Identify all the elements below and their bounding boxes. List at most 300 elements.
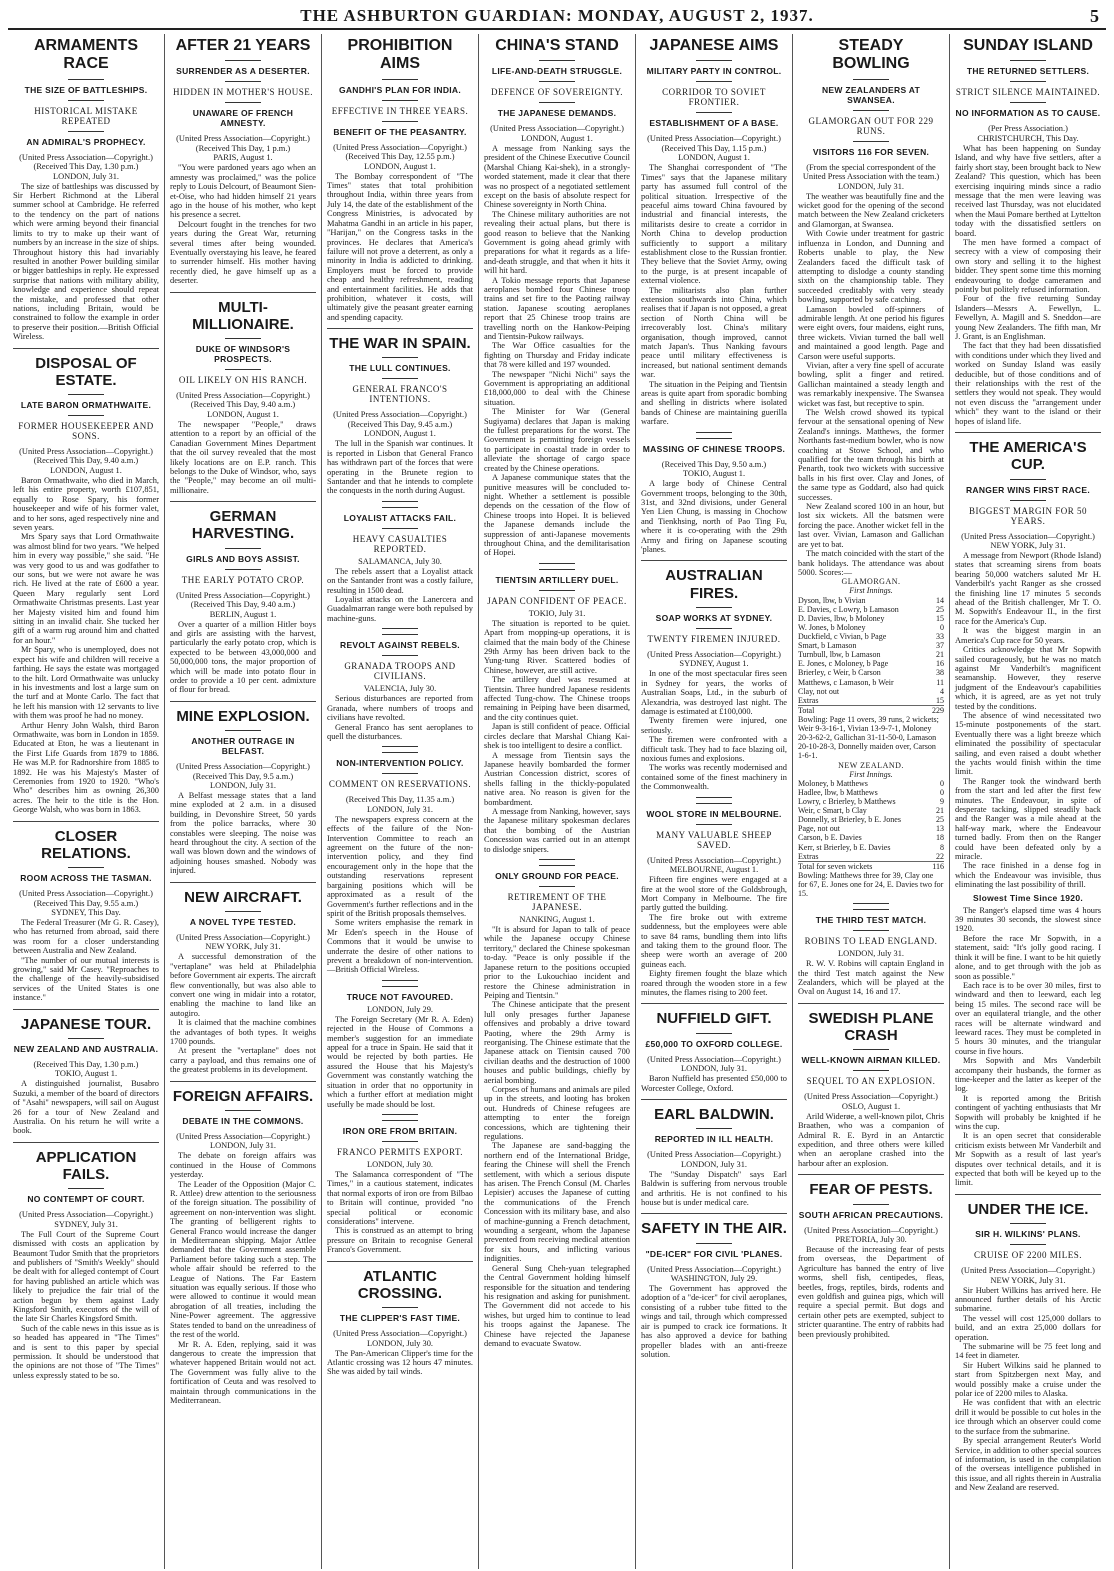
article-headline: SWEDISH PLANE CRASH (808, 1009, 934, 1045)
divider-rule (382, 100, 418, 101)
batsman: D. Davies, lbw, b Moloney (798, 613, 885, 623)
paragraph: Because of the increasing fear of pests from overseas, the Department of Agriculture has banned the entry of live worms, shell fish, centipedes, fleas, beetles, frogs, reptiles, birds, rodents and even goldfish and guinea pigs, which will require a special permit. But dogs and certain other pets are exempted, subject to stricter quarantine. The entry of rabbits had been previously prohibited. (798, 1245, 944, 1339)
divider-rule (539, 865, 575, 866)
dateline: SYDNEY, August 1. (679, 659, 749, 669)
runs: 13 (936, 824, 944, 834)
paragraph: Four of the five returning Sunday Islanders—Messrs A. Fewellyn, L. Fewellyn, A. Magill and S. Sneddon—are young New Zealanders. The fifth man, Mr J. Grant, is an Englishman. (955, 294, 1101, 341)
runs: 18 (936, 833, 944, 843)
total-value: 116 (932, 861, 944, 871)
section-divider (798, 1003, 944, 1004)
section-divider (955, 432, 1101, 433)
divider-rule (696, 1033, 732, 1034)
score-row (798, 623, 944, 632)
column-7 (950, 34, 1106, 1569)
wire-credit: (United Press Association—Copyright.) (Received This Day, 1.15 p.m.) (647, 134, 781, 153)
article (170, 501, 316, 695)
paragraph: A message from Newport (Rhode Island) states that screaming sirens from boats bearing 50,000 watchers saluted Mr H. Vanderbilt's yacht Ranger as she crossed the finishing line 17 minutes 5 seconds ahead of the British challenger, Mr T. O. M. Sopwith's Endeavour II., in the first race for the America's Cup. (955, 551, 1101, 626)
paragraph: The War Office casualties for the fighting on Thursday and Friday indicate that 78 were killed and 197 wounded. (484, 341, 630, 370)
divider-rule (1010, 1223, 1046, 1224)
batsman: Lowry, c Brierley, b Matthews (798, 796, 896, 806)
dateline: PRETORIA, July 30. (835, 1234, 907, 1244)
paragraph: Each race is to be over 30 miles, first to windward and then to leeward, each leg being 15 miles. The second race will be over an equilateral triangle, and the other races will be alternate windward and leeward races. They must be completed in 5 hours 30 minutes, and the triangular course in five hours. (955, 980, 1101, 1056)
dateline: PARIS, August 1. (213, 153, 273, 163)
divider-rule (853, 1070, 889, 1071)
runs: 16 (936, 659, 944, 669)
paragraph: Before the race Mr Sopwith, in a statement, said: "It's jolly good racing. I think it will be fine. I want to be hit quietly alone, and to get through with the job as soon as possible." (955, 933, 1101, 981)
article-body (13, 918, 159, 1003)
paragraph: A distinguished journalist, Busabro Suzuki, a member of the board of directors of "Asahi" newspapers, will sail on August 26 for a tour of New Zealand and Australia. On his return he will write a book. (13, 1079, 159, 1136)
dateline: LONDON, July 30. (366, 1159, 434, 1169)
divider-rule (696, 803, 732, 804)
article-headline: FOREIGN AFFAIRS. (172, 1087, 314, 1105)
article-body (13, 1079, 159, 1135)
article-subheading: ONLY GROUND FOR PEACE. (495, 870, 619, 881)
article-body (327, 439, 473, 495)
paragraph: Lamason bowled off-spinners of admirable length. At one period his figures were eight overs, four maidens, eight runs, three wickets. Vivian turned the ball well and maintained a good length. Page and Carson were useful supports. (798, 304, 944, 361)
article-subheading: NON-INTERVENTION POLICY. (336, 758, 464, 769)
article-subheading: HIDDEN IN MOTHER'S HOUSE. (172, 87, 314, 98)
article-body (170, 163, 316, 285)
divider-rule (853, 1049, 889, 1050)
section-divider (641, 560, 787, 561)
divider-rule (1010, 1244, 1046, 1245)
article-subheading: MANY VALUABLE SHEEP SAVED. (656, 829, 772, 850)
article-subheading: THE RETURNED SETTLERS. (966, 66, 1090, 77)
paragraph: The newspaper "Nichi Nichi" says the Government is appropriating an additional £18,000,000 to deal with the Chinese situation. (484, 369, 630, 407)
article-body (641, 1074, 787, 1093)
article-subheading: NO CONTEMPT OF COURT. (27, 1194, 145, 1205)
article (484, 37, 630, 558)
wire-credit: (United Press Association—Copyright.) (Received This Day, 12.55 p.m.) (333, 142, 467, 162)
divider-rule (68, 131, 104, 132)
paragraph: The lull in the Spanish war continues. It is reported in Lisbon that General Franco has withdrawn part of the forces that were operating in the Brunete region to Santander and that he intends to complete the conquests in the north during August. (327, 439, 473, 496)
paragraph: Mr Spary, who is unemployed, does not expect his wife and children will receive a farthing. He says the estate was mortgaged to the hilt. Lord Ormathwaite was unlucky in his investments and lost a large sum on the turf and at Monte Carlo. The fact that he left his mansion with 12 servants to live with them was proof he had no money. (13, 645, 159, 721)
divider-rule (225, 548, 261, 549)
article-subheading: NO INFORMATION AS TO CAUSE. (955, 108, 1101, 119)
article-subheading: IRON ORE FROM BRITAIN. (342, 1125, 458, 1136)
wire-credit: (From the special correspondent of the United Press Association with the team.) (802, 162, 940, 182)
article-headline: JAPANESE AIMS (649, 37, 779, 54)
article (641, 432, 787, 555)
divider-rule (853, 141, 889, 142)
divider-rule (225, 338, 261, 339)
wire-credit: (United Press Association—Copyright.) (19, 1210, 153, 1220)
paragraph: A successful demonstration of the "vertaplane" was held at Philadelphia before Government air experts. The aircraft flew conventionally, but was also able to convert one wing in midair into a rotator, enabling the machine to land like an autogiro. (170, 952, 316, 1018)
score-row (798, 833, 944, 842)
section-divider (170, 1081, 316, 1082)
divider-rule (382, 501, 418, 502)
paragraph: A Japanese communique states that the punitive measures will be concluded to-night. Whether a settlement is possible depends on the cessation of the flow of Chinese troops into Hopei. It is believed the Japanese demands include the suppression of anti-Japanese movements throughout China, and the demilitarisation of Hopei. (484, 473, 630, 558)
paragraph: The Ranger took the windward berth from the start and led after the first few minutes. The Endeavour, in spite of desperate tacking, slipped steadily back and the Ranger was a mile ahead at the half-way mark, where the Endeavour turned badly. From then on the Ranger could have been defeated only by a miracle. (955, 776, 1101, 862)
article-headline: NUFFIELD GIFT. (656, 1010, 772, 1028)
article-subheading: REVOLT AGAINST REBELS. (340, 640, 460, 651)
article-body (170, 620, 316, 695)
article-subheading: DEFENCE OF SOVEREIGNTY. (490, 87, 624, 98)
article-subheading: THE THIRD TEST MATCH. (815, 915, 927, 926)
article-subheading: CORRIDOR TO SOVIET FRONTIER. (662, 87, 766, 108)
divider-rule (696, 797, 732, 798)
batsman: Brierley, c Weir, b Carson (798, 668, 881, 678)
divider-rule (1010, 479, 1046, 480)
wire-credit: (United Press Association—Copyright.) (647, 1150, 781, 1160)
article-subheading: THE SIZE OF BATTLESHIPS. (24, 84, 148, 95)
article-headline: PROHIBITION AIMS (347, 37, 453, 73)
section-divider (170, 501, 316, 502)
divider-rule (382, 752, 418, 753)
score-row (798, 852, 944, 861)
paragraph: Baron Ormathwaite, who died in March, left his entire property, worth £107,851, equally to Rose Spary, his former housekeeper and wife of his former valet, and to her sons, aged respectively nine and seven years. (13, 475, 159, 532)
article-headline: GERMAN HARVESTING. (191, 508, 295, 543)
batsman: Smart, b Lamason (798, 641, 857, 651)
dateline: WASHINGTON, July 29. (670, 1273, 758, 1283)
paragraph: "You were pardoned years ago when an amnesty was proclaimed," was the police reply to Louis Delcourt, of Beaumont Sien-et-Oise, who had hidden himself 21 years ago in the house of his mother, who kept his presence a secret. (170, 163, 316, 220)
wire-credit: (United Press Association—Copyright.) (Received This Day, 9.5 a.m.) (176, 762, 310, 781)
paragraph: The militarists also plan further extension southwards into China, which realises that if Japan is not opposed, a great section of North China will be irrecoverably lost. China's military organisation, though improved, cannot match Japan's. Thus Nanking favours peace until military effectiveness is increased, but national sentiment demands war. (641, 285, 787, 380)
article (13, 348, 159, 815)
article-body (641, 1170, 787, 1208)
paragraph: The match coincided with the start of the bank holidays. The attendance was about 5000. Scores:— (798, 549, 944, 577)
paragraph: Fifteen fire engines were engaged at a fire at the wool store of the Goldsbrough, Mort Company in Melbourne. The fire partly gutted the building. (641, 875, 787, 913)
article-subheading: ROOM ACROSS THE TASMAN. (20, 873, 152, 884)
article-body (798, 1112, 944, 1168)
article-body (327, 694, 473, 741)
runs: 22 (936, 851, 944, 861)
score-row (798, 824, 944, 833)
article-subheading: GIRLS AND BOYS ASSIST. (186, 553, 300, 564)
dateline: LONDON, July 31. (680, 1064, 748, 1074)
dateline: OSLO, August 1. (841, 1101, 901, 1111)
article (798, 1174, 944, 1339)
divider-rule (225, 730, 261, 731)
article (13, 37, 159, 342)
article (327, 1114, 473, 1255)
divider-rule (539, 859, 575, 860)
article-headline: FEAR OF PESTS. (809, 1181, 933, 1199)
section-divider (13, 348, 159, 349)
article-subheading: NEW ZEALAND AND AUSTRALIA. (13, 1043, 159, 1054)
score-row (798, 678, 944, 687)
wire-credit: (Received This Day, 9.50 a.m.) (661, 459, 767, 469)
article (170, 701, 316, 876)
wire-credit: (United Press Association—Copyright.) (Received This Day, 9.40 a.m.) (176, 590, 310, 610)
wire-credit: (United Press Association—Copyright.) (Received This Day, 9.40 a.m.) (19, 447, 153, 466)
paragraph: The Welsh crowd showed its typical fervour at the sensational opening of New Zealand's innings. Matthews, the former Northants fast-medium bowler, who is now coaching at Stowe School, and who qualified for the team through his birth at Penarth, took two wickets with successive balls in his first over. Clay and Jones, of the same type as Goddard, also had quick successes. (798, 408, 944, 502)
paragraph: The Foreign Secretary (Mr R. A. Eden) rejected in the House of Commons a member's suggestion for an immediate appeal for a truce in Spain. He said that it would be rejected by both parties. He assured the House that his Majesty's Government was constantly watching the situation in order that no opportunity in which a further effort at mediation might usefully be made should be lost. (327, 1014, 473, 1109)
paragraph: Delcourt fought in the trenches for two years during the Great War, returning several times after being wounded. Eventually overstaying his leave, he feared to surrender himself. His mother having recently died, he gave himself up as a deserter. (170, 219, 316, 286)
divider-rule (382, 121, 418, 122)
article-subheading: A NOVEL TYPE TESTED. (189, 916, 297, 927)
paragraph: In one of the most spectacular fires seen in Sydney for years, the works of Australian Soaps, Ltd., in the suburb of Alexandria, was destroyed last night. The damage is estimated at £100,000. (641, 669, 787, 716)
paragraph: It is an open secret that considerable criticism exists between Mr Vanderbilt and Mr Sopwith as a result of last year's disputes over technical details, and it is expected that both will be keyed up to the limit. (955, 1131, 1101, 1188)
divider-rule (382, 1307, 418, 1308)
wire-credit: (United Press Association—Copyright.) (804, 1225, 938, 1235)
divider-rule (539, 590, 575, 591)
paragraph: A message from Nanking, however, says the Japanese military spokesman declares that the bombing of the Austrian Concession was carried out in an attempt to dislodge snipers. (484, 806, 630, 854)
divider-rule (382, 986, 418, 987)
paragraph: A Belfast message states that a land mine exploded at 2 a.m. in a disused building, in Devonshire Street, 50 yards from the police barracks, where 30 constables were sleeping. The noise was heard throughout the city. A section of the wall was blown down and the windows of adjoining houses smashed. Nobody was injured. (170, 790, 316, 876)
divider-rule (68, 415, 104, 416)
paragraph: The fact that they had been dissatisfied with conditions under which they lived and worked on Sunday Island was easily deducible, but of those conditions and of their relationships with the rest of the settlers they would not speak. They would not even discuss the "arrangement under which" they want to the island or their hopes of island life. (955, 341, 1101, 426)
paragraph: Such of the cable news in this issue as is so headed has appeared in "The Times" and is sent to this paper by special permission. It should be understood that the opinions are not those of "The Times" unless expressly stated to be so. (13, 1323, 159, 1380)
divider-rule (696, 607, 732, 608)
wire-credit: (Per Press Association.) (988, 124, 1068, 134)
paragraph: Twenty firemen were injured, one seriously. (641, 716, 787, 735)
paragraph: The weather was beautifully fine and the wicket good for the opening of the second match between the New Zealand cricketers and Glamorgan, at Swansea. (798, 191, 944, 229)
paragraph: Loyalist attacks on the Lanercera and Guadalmarran range were both repulsed by machine-guns. (327, 595, 473, 623)
score-row (798, 843, 944, 852)
score-row (798, 632, 944, 641)
article-body (327, 172, 473, 323)
score-row (798, 650, 944, 659)
article-subheading: GLAMORGAN OUT FOR 229 RUNS. (808, 115, 934, 136)
batsman: Clay, not out (798, 686, 840, 696)
article (170, 37, 316, 286)
section-divider (641, 1003, 787, 1004)
score-total (798, 705, 944, 715)
article-subheading: "DE-ICER" FOR CIVIL 'PLANES. (645, 1248, 783, 1259)
paragraph: By special arrangement Reuter's World Service, in addition to other special sources of information, is used in the compilation of the overseas intelligence published in this issue, and all rights therein in Australia and New Zealand are reserved. (955, 1436, 1101, 1493)
article-subheading: LIFE-AND-DEATH STRUGGLE. (491, 66, 623, 77)
score-row (798, 668, 944, 677)
divider-rule (382, 1120, 418, 1121)
column-5 (636, 34, 793, 1569)
article-subheading: LOYALIST ATTACKS FAIL. (343, 512, 457, 523)
dateline: LONDON, August 1. (521, 133, 593, 143)
article-subheading: GRANADA TROOPS AND CIVILIANS. (344, 661, 456, 682)
article-subheading: GANDHI'S PLAN FOR INDIA. (338, 84, 462, 95)
dateline: LONDON, July 31. (366, 804, 434, 814)
dateline: TOKIO, August 1. (54, 1069, 118, 1079)
paragraph: Mrs Spary says that Lord Ormathwaite was almost blind for two years. "We helped him in every way possible," she said. "He was very good to us and was godfather to our sons, but we were not aware he was rich. He lived at the rate of £600 a year. Queen Mary regularly sent Lord Ormathwaite Christmas presents. Last year her Majesty visited him and found him sitting in an invalid chair. She tucked her gift of a warm rug around him and chatted for an hour." (13, 532, 160, 645)
article-body (327, 815, 473, 975)
column-1 (8, 34, 165, 1569)
divider-rule (696, 438, 732, 439)
article-subheading: THE JAPANESE DEMANDS. (497, 108, 617, 119)
batsman: Weir, c Smart, b Clay (798, 806, 867, 816)
paragraph: The situation is reported to be quiet. Apart from mopping-up operations, it is claimed that the main body of the Chinese 29th Army has been driven back to the Yung-tung River. Scattered bodies of Chinese, however, are still active. (484, 618, 630, 675)
article (327, 628, 473, 741)
score-row (798, 659, 944, 668)
paragraph: The Japanese are sand-bagging the northern end of the International Bridge, fearing the Chinese will shell the French settlement, with which a serious dispute has arisen. The French Consul (M. Charles Lepisier) accuses the Japanese of cutting the communications of the French Concession with its military base, and also of machine-gunning a French detachment, wounding a sergeant, whom the Japanese prevented from receiving medical attention for six hours, and inflicting various indignities. (484, 1141, 630, 1264)
article-subheading: ANOTHER OUTRAGE IN BELFAST. (191, 736, 295, 757)
article-headline: JAPANESE TOUR. (20, 1015, 152, 1033)
divider-rule (382, 528, 418, 529)
article-headline: DISPOSAL OF ESTATE. (35, 354, 137, 389)
article-subheading: CRUISE OF 2200 MILES. (973, 1250, 1082, 1261)
wire-credit: (United Press Association—Copyright.) (647, 1264, 781, 1274)
article (641, 797, 787, 998)
paragraph: With Cowie under treatment for gastric influenza in London, and Dunning and Roberts unable to play, the New Zealanders faced the difficult task of attempting to dislodge a county standing sixth on the championship table. They succeeded creditably with very steady bowling, supported by safe catching. (798, 229, 944, 305)
masthead (8, 6, 1106, 30)
section-divider (327, 1261, 473, 1262)
paragraph: The men have formed a compact of secrecy with a view of composing their own story and selling it to the highest bidder. They spent some time this morning endeavouring to dodge cameramen and pointly but politely refused information. (955, 237, 1101, 294)
article-body (798, 192, 944, 578)
article-subheading: ESTABLISHMENT OF A BASE. (649, 118, 779, 129)
divider-rule (382, 378, 418, 379)
paragraph: New Zealand scored 100 in an hour, but lost six wickets. All the batsmen were forcing the pace. Another wicket fell in the last over. Vivian, Lamason and Gallichan are yet to bat. (798, 502, 944, 549)
paragraph: The debate on foreign affairs was continued in the House of Commons yesterday. (170, 1151, 316, 1180)
article-body (170, 1151, 316, 1405)
wire-credit: (United Press Association—Copyright.) (490, 124, 624, 134)
paragraph: Japan is still confident of peace. Official circles declare that Marshal Chiang Kai-shek is too intelligent to desire a conflict. (484, 722, 630, 751)
article-subheading: BENEFIT OF THE PEASANTRY. (333, 126, 467, 137)
paragraph: It is claimed that the machine combines the advantages of both types. It weighs 1700 pounds. (170, 1018, 316, 1047)
paragraph: "It is absurd for Japan to talk of peace while the Japanese occupy Chinese territory," declared the Chinese spokesman to-day. "Peace is only possible if the Japanese return to the positions occupied prior to the Lukouchiao incident and restore the Chinese administration in Peiping and Tientsin." (484, 925, 630, 1000)
score-row (798, 696, 944, 705)
column-6 (793, 34, 950, 1569)
article-subheading: ROBINS TO LEAD ENGLAND. (804, 936, 938, 947)
dateline: SYDNEY, This Day. (51, 907, 121, 917)
dateline: SYDNEY, July 31. (54, 1219, 118, 1229)
masthead-title: THE ASHBURTON GUARDIAN: MONDAY, AUGUST 2, 1937. (300, 6, 814, 25)
dateline: LONDON, July 31. (837, 949, 905, 959)
paragraph: The Chinese military authorities are not revealing their actual plans, but there is good reason to believe that the Nanking Government is going ahead grimly with preparations for what it regards as a life-and-death struggle, and that when it hits it will hit hard. (484, 209, 630, 276)
article-subheading: VISITORS 116 FOR SEVEN. (812, 146, 930, 157)
paragraph: The submarine will be 75 feet long and 14 feet in diameter. (955, 1342, 1101, 1361)
article (641, 1213, 787, 1359)
article (13, 1142, 159, 1380)
paragraph: Serious disturbances are reported from Granada, where numbers of troops and civilians have revolted. (327, 694, 473, 723)
divider-rule (853, 110, 889, 111)
dateline: LONDON, August 1. (364, 429, 436, 439)
batsman: Duckfield, c Vivian, b Page (798, 631, 887, 641)
total-label: Total (798, 705, 815, 715)
dateline: LONDON, August 1. (207, 409, 279, 419)
article-body (170, 952, 316, 1074)
article (327, 746, 473, 974)
divider-rule (696, 432, 732, 433)
dateline: BERLIN, August 1. (209, 609, 277, 619)
runs: 38 (936, 668, 944, 678)
article-subheading: GENERAL FRANCO'S INTENTIONS. (352, 384, 448, 405)
article-body (327, 1015, 473, 1109)
total-value: 229 (932, 705, 944, 715)
article-headline: EARL BALDWIN. (654, 1105, 774, 1123)
wire-credit: (United Press Association—Copyright.) (176, 1131, 310, 1141)
divider-rule (382, 746, 418, 747)
paragraph: The Full Court of the Supreme Court dismissed with costs an application by Beaumont Tudor Smith that the proprietors and publishers of "Smith's Weekly" should be dealt with for alleged contempt of Court for having published an article which was likely to prejudice the fair trial of the action begun by them against Lady Kingsford Smith, executors of the will of the late Sir Charles Kingsford Smith. (13, 1229, 159, 1324)
score-row (798, 596, 944, 605)
paragraph: A Tokio message reports that Japanese aeroplanes bombed four Chinese troop trains and set fire to the Paoting railway station. Japanese scouting aeroplanes report that 25 Chinese troop trains are travelling north on the Hankow-Peiping and Tientsin-Pukow railways. (484, 275, 630, 341)
divider-rule (225, 102, 261, 103)
divider-rule (225, 81, 261, 82)
wire-credit: (United Press Association—Copyright.) (Received This Day, 1.30 p.m.) (19, 152, 153, 172)
paragraph: At present the "vertaplane" does not carry a payload, and thus remains one of the greatest problems in its development. (170, 1046, 316, 1075)
article (327, 37, 473, 322)
article-subheading: TWENTY FIREMEN INJURED. (647, 633, 781, 644)
dateline: TOKIO, August 1. (682, 469, 746, 479)
divider-rule (382, 980, 418, 981)
column-3 (322, 34, 479, 1569)
article-subheading: LATE BARON ORMATHWAITE. (20, 400, 152, 411)
divider-rule (68, 100, 104, 101)
batsman: E. Davies, c Lowry, b Lamason (798, 604, 899, 614)
article-body (798, 959, 944, 997)
article (641, 560, 787, 791)
article-body (955, 551, 1101, 890)
article-subheading: STRICT SILENCE MAINTAINED. (955, 87, 1101, 98)
article (170, 292, 316, 496)
article-headline: THE AMERICA'S CUP. (969, 439, 1087, 474)
divider-rule (1010, 60, 1046, 61)
divider-rule (853, 930, 889, 931)
runs: 11 (936, 677, 944, 687)
divider-rule (68, 394, 104, 395)
divider-rule (1010, 500, 1046, 501)
dateline: LONDON, August 1. (364, 161, 436, 171)
bowling-summary: Bowling: Matthews three for 39, Clay one for 67, E. Jones one for 24, E. Davies two for 15. (798, 870, 944, 899)
paragraph: General Sung Cheh-yuan telegraphed the Central Government holding himself responsible for the situation and tendering his resignation and asking for punishment. The Government did not accede to his wishes, but urged him to continue to lead his troops against the Japanese. The Chinese have rejected the Japanese demand to evacuate Swatow. (484, 1263, 630, 1348)
article-subheading: SOAP WORKS AT SYDNEY. (655, 612, 773, 623)
paragraph: Sir Hubert Wilkins said he planned to start from Spitzbergen next May, and would possibly make a cruise under the polar ice of 2200 miles to Alaska. (955, 1360, 1101, 1399)
paragraph: General Franco has sent aeroplanes to quell the disturbances. (327, 722, 473, 741)
article-headline: SUNDAY ISLAND (963, 37, 1093, 54)
article-subheading: SEQUEL TO AN EXPLOSION. (806, 1076, 936, 1087)
divider-rule (853, 909, 889, 910)
paragraph: A large body of Chinese Central Government troops, belonging to the 30th, 31st, and 32nd divisions, under General Yen Lien Chung, is massing in Chochow and Tienkhsing, north of Pao Ting Fu, where it is co-operating with the 29th Army and firing on Japanese scouting 'planes. (641, 479, 787, 554)
article (170, 882, 316, 1075)
dateline: VALENCIA, July 30. (363, 684, 437, 694)
column-2 (165, 34, 322, 1569)
paragraph: The size of battleships was discussed by Sir Herbert Richmond at the Liberal summer school at Cambridge. He referred to the tendency on the part of nations which were arming beyond their financial limits to try to make up their want of numbers by an increase in the size of ships. Throughout history this had invariably resulted in another Power building similar or bigger battleships in reply. He expressed surprise that nations with military ability, knowledge and experience should repeat the mistake, and professed that other nations, including Britain, would be constrained to follow the example in order to preserve their position.—British Official Wireless. (13, 181, 159, 342)
article-subheading: MASSING OF CHINESE TROOPS. (642, 443, 786, 454)
article-headline: UNDER THE ICE. (967, 1200, 1089, 1218)
paragraph: Vivian, after a very fine spell of accurate bowling, split a finger and retired. Gallichan maintained a steady length and was remarkably inexpensive. The Swansea wicket was fast, but receptive to spin. (798, 360, 944, 408)
batsman: Kerr, st Brierley, b E. Davies (798, 842, 891, 852)
wire-credit: (United Press Association—Copyright.) (647, 649, 781, 659)
article-subheading: UNAWARE OF FRENCH AMNESTY. (192, 108, 294, 129)
paragraph: The "Sunday Dispatch" says Earl Baldwin is suffering from nervous trouble and arthritis. He is not confined to his house but is under medical care. (641, 1169, 787, 1207)
article (327, 980, 473, 1109)
inset-heading: Slowest Time Since 1920. (972, 892, 1084, 903)
paragraph: The Chinese anticipate that the present lull only presages further Japanese offensives and probably a drive toward Paoting, where the 29th Army is reorganising. The Chinese estimate that the Japanese attack on Tientsin caused 700 civilian deaths and the destruction of 1000 houses and public buildings, chiefly by aerial bombing. (484, 1000, 630, 1085)
total-label: Total for seven wickets (798, 861, 873, 871)
section-divider (170, 701, 316, 702)
section-divider (641, 1099, 787, 1100)
article (641, 37, 787, 427)
score-row (798, 605, 944, 614)
paragraph: The Minister for War (General Sugiyama) declares that Japan is making the fullest preparations for the worst. The Government is permitting foreign vessels to participate in coastal trade in order to alleviate the shortage of cargo space created by the Chinese operations. (484, 407, 630, 473)
batsman: Extras (798, 695, 819, 705)
article-body (327, 1170, 473, 1255)
divider-rule (225, 911, 261, 912)
divider-rule (539, 569, 575, 570)
paragraph: The rebels assert that a Loyalist attack on the Santander front was a costly failure, resulting in 1500 dead. (327, 566, 473, 595)
article-body (170, 420, 316, 495)
dateline: TOKIO, July 31. (528, 608, 586, 618)
divider-rule (68, 1038, 104, 1039)
wire-credit: (United Press Association—Copyright.) (Received This Day, 1 p.m.) (176, 134, 310, 153)
divider-rule (539, 60, 575, 61)
batsman: Moloney, b Matthews (798, 778, 868, 788)
article-headline: AFTER 21 YEARS (175, 37, 311, 54)
article (484, 563, 630, 854)
paragraph: The Federal Treasurer (Mr G. R. Casey), who has returned from abroad, said there was room for a closer understanding between Australia and New Zealand. (13, 917, 159, 956)
paragraph: Critics acknowledge that Mr Sopwith sailed courageously, but he was no match against Mr Vanderbilt's magnificent seamanship. However, they reserve judgment of the Endeavour's capabilities which, it is agreed, are as yet not truly tested by the conditions. (955, 645, 1101, 711)
article-subheading: FORMER HOUSEKEEPER AND SONS. (18, 421, 154, 442)
divider-rule (68, 1188, 104, 1189)
article-subheading: SIR H. WILKINS' PLANS. (975, 1229, 1081, 1240)
batsman: Turnbull, lbw, b Lamason (798, 650, 881, 660)
article-subheading: TIENTSIN ARTILLERY DUEL. (495, 574, 619, 585)
dateline: NANKING, August 1. (519, 914, 595, 924)
divider-rule (68, 867, 104, 868)
paragraph: The Leader of the Opposition (Major C. R. Attlee) drew attention to the seriousness of the foreign situation. The possibility of agreement on non-intervention was slight. The granting of belligerent rights to General Franco would increase the danger in Mediterranean shipping. Major Attlee demanded that the Government assemble Parliament before taking such a step. The whole affair should be referred to the League of Nations. The Far Eastern situation was equally serious. If those who were allowed to continue it would mean abrogation of all treaties, including the Nine-Power agreement. The aggressive States tended to band on the unreadiness of the rest of the world. (170, 1179, 316, 1340)
article-subheading: THE EARLY POTATO CROP. (181, 574, 305, 585)
section-divider (13, 1009, 159, 1010)
article-subheading: THE LULL CONTINUES. (349, 363, 451, 374)
paragraph: The firemen were confronted with a difficult task. They had to face blazing oil, noxious fumes and explosions. (641, 735, 787, 764)
